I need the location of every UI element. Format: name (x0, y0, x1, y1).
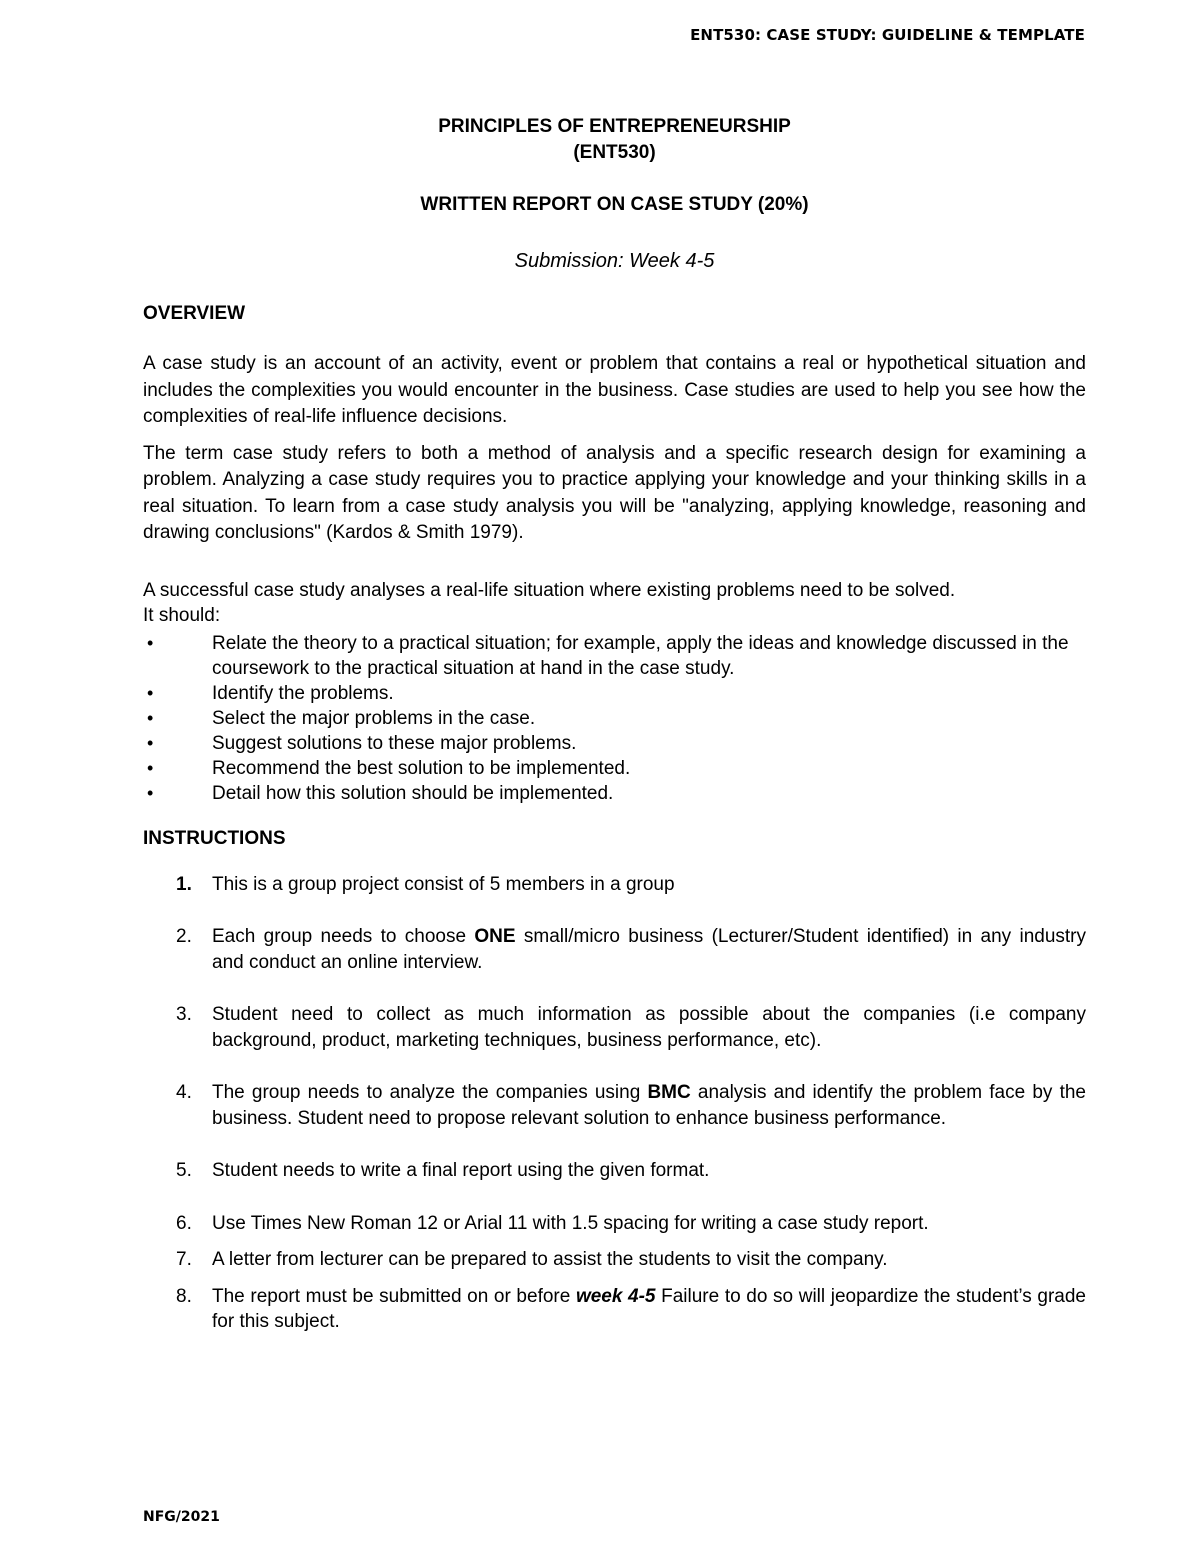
instruction-text: A letter from lecturer can be prepared to assist the students to visit the company. (212, 1249, 888, 1270)
instruction-item (143, 924, 1086, 975)
instruction-number: 8. (176, 1285, 192, 1307)
instruction-item (143, 1080, 1086, 1131)
instruction-number: 2. (176, 926, 192, 947)
overview-paragraph-3-line-2: It should: (143, 604, 221, 626)
course-title: PRINCIPLES OF ENTREPRENEURSHIP (438, 116, 791, 137)
instruction-item (143, 872, 1086, 898)
emphasis-text: ONE (474, 926, 516, 947)
instruction-text: Student need to collect as much information as possible about the companies (i.e company background, product, marketing techniques, business performance, etc). (212, 1004, 1086, 1051)
criteria-list (143, 631, 1086, 806)
list-item-text: Recommend the best solution to be implemented. (212, 757, 631, 779)
instruction-item (143, 1002, 1086, 1053)
instructions-heading: INSTRUCTIONS (143, 827, 286, 849)
instruction-text-part: Failure to do so will jeopardize the student’s grade for this subject. (212, 1285, 1086, 1332)
instruction-number: 3. (176, 1004, 192, 1025)
instruction-number: 6. (176, 1212, 192, 1234)
instruction-text: Use Times New Roman 12 or Arial 11 with 1.5 spacing for writing a case study report. (212, 1212, 929, 1234)
instruction-text-part: analysis and identify the problem face by the business. Student need to propose relevant solution to enhance business performance. (212, 1082, 1086, 1129)
list-item (143, 781, 1086, 806)
list-item-text: Identify the problems. (212, 682, 394, 704)
document-body (143, 114, 1086, 1335)
overview-paragraph-3-line-1: A successful case study analyses a real-life situation where existing problems need to be solved. (143, 579, 956, 601)
bullet-icon: • (147, 782, 154, 803)
bullet-icon: • (147, 632, 154, 653)
instruction-item (143, 1211, 1086, 1237)
list-item (143, 631, 1086, 681)
overview-heading: OVERVIEW (143, 303, 246, 324)
list-item-text: Relate the theory to a practical situation; for example, apply the ideas and knowledge discussed in the coursework to the practical situation at hand in the case study. (212, 632, 1069, 679)
bullet-icon: • (147, 757, 154, 778)
course-code: (ENT530) (573, 142, 656, 163)
submission-line: Submission: Week 4-5 (514, 250, 715, 272)
list-item (143, 706, 1086, 731)
instruction-text (212, 1082, 1086, 1129)
list-item-text: Suggest solutions to these major problems. (212, 732, 577, 754)
instruction-number: 5. (176, 1160, 192, 1181)
bullet-icon: • (147, 682, 154, 703)
bullet-icon: • (147, 707, 154, 728)
report-title: WRITTEN REPORT ON CASE STUDY (20%) (420, 194, 809, 215)
list-item-text: Select the major problems in the case. (212, 707, 536, 729)
instruction-number: 7. (176, 1249, 192, 1270)
list-item (143, 731, 1086, 756)
emphasis-text: BMC (647, 1082, 691, 1103)
instruction-number: 4. (176, 1082, 192, 1103)
overview-paragraph-3 (143, 578, 1086, 628)
running-header: ENT530: CASE STUDY: GUIDELINE & TEMPLATE (690, 26, 1085, 44)
instruction-text: This is a group project consist of 5 members in a group (212, 873, 675, 895)
list-item-text: Detail how this solution should be implemented. (212, 782, 614, 804)
instruction-text (212, 1286, 1086, 1333)
instruction-text (212, 926, 1086, 973)
list-item (143, 681, 1086, 706)
footer-code: NFG/2021 (143, 1509, 220, 1525)
instruction-item (143, 1247, 1086, 1273)
list-item (143, 756, 1086, 781)
instruction-text-part: The report must be submitted on or before (212, 1285, 576, 1307)
instruction-number: 1. (176, 873, 192, 895)
overview-paragraph-1: A case study is an account of an activity, event or problem that contains a real or hypothetical situation and includes the complexities you would encounter in the business. Case studies are used to help you see how the complexities of real-life influence decisions. (143, 353, 1086, 427)
instruction-text-part: The group needs to analyze the companies using (212, 1082, 648, 1103)
instruction-item (143, 1284, 1086, 1335)
emphasis-text: week 4-5 (575, 1285, 656, 1307)
bullet-icon: • (147, 732, 154, 753)
instruction-item (143, 1158, 1086, 1184)
instruction-text-part: Each group needs to choose (212, 926, 475, 947)
instructions-list (143, 872, 1086, 1335)
instruction-text: Student needs to write a final report using the given format. (212, 1160, 710, 1181)
instruction-text-part: small/micro business (Lecturer/Student identified) in any industry and conduct an online interview. (212, 926, 1086, 973)
overview-paragraph-2: The term case study refers to both a method of analysis and a specific research design for examining a problem. Analyzing a case study requires you to practice applying your knowledge and your thinking skills in a real situation. To learn from a case study analysis you will be "analyzing, applying knowledge, reasoning and drawing conclusions" (Kardos & Smith 1979). (143, 442, 1086, 543)
